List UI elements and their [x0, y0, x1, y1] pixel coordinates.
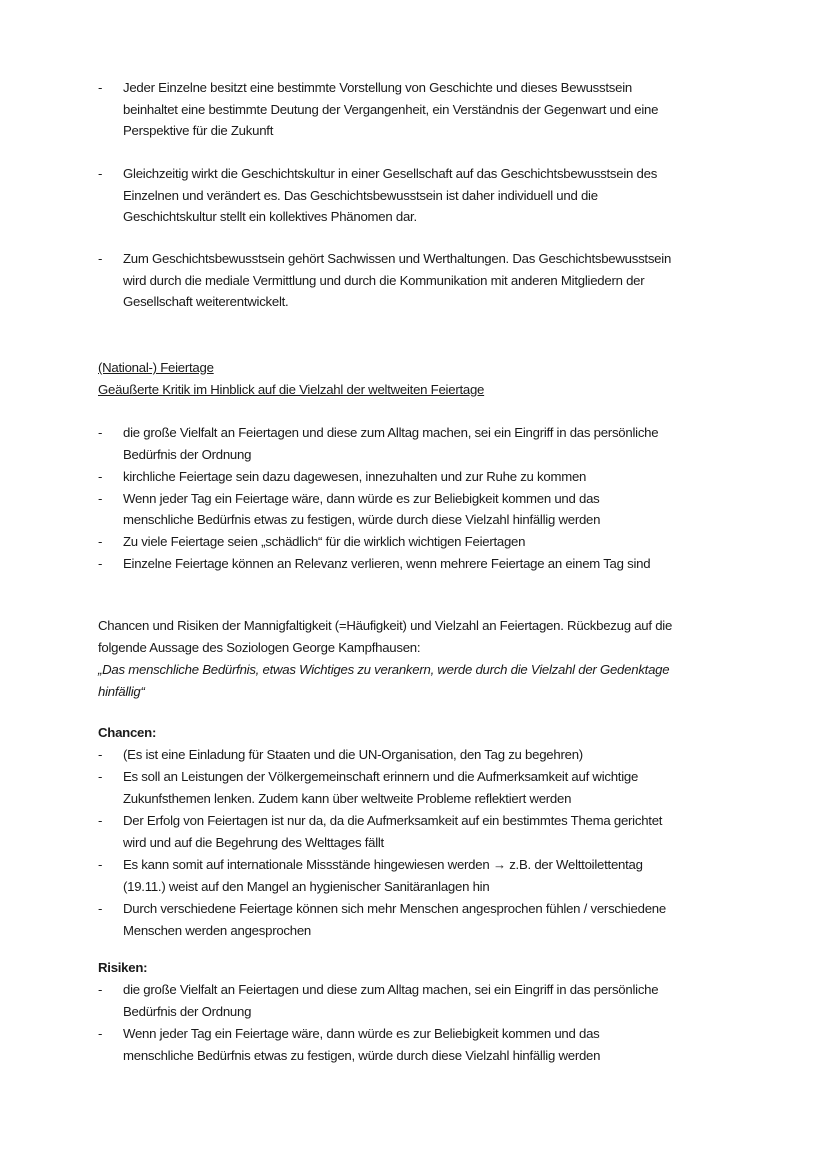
- text-line: menschliche Bedürfnis etwas zu festigen, würde durch diese Vielzahl hinfällig werden: [123, 1047, 601, 1063]
- text-line: Zum Geschichtsbewusstsein gehört Sachwissen und Werthaltungen. Das Geschichtsbewusstsein: [123, 251, 672, 266]
- text-line: Bedürfnis der Ordnung: [123, 446, 252, 462]
- bullet-dash: -: [98, 166, 103, 181]
- subheading: [98, 722, 798, 744]
- text-line: Gleichzeitig wirkt die Geschichtskultur in einer Gesellschaft auf das Geschichtsbewusstsein des: [123, 166, 658, 181]
- paragraph: [98, 615, 798, 658]
- bullet-dash: -: [98, 901, 103, 916]
- bullet-item: [98, 854, 798, 897]
- text-line: Es kann somit auf internationale Missstände hingewiesen werden → z.B. der Welttoilettentag: [123, 857, 643, 872]
- bullet-item: [98, 248, 798, 313]
- bullet-dash: -: [98, 769, 103, 784]
- text-line: wird und auf die Begehrung des Welttages fällt: [123, 834, 384, 850]
- bullet-item: [98, 553, 798, 575]
- bullet-item: [98, 488, 798, 531]
- bullet-dash: -: [98, 80, 103, 95]
- text-line: beinhaltet eine bestimmte Deutung der Vergangenheit, ein Verständnis der Gegenwart und eine: [123, 101, 659, 117]
- text-line: Perspektive für die Zukunft: [123, 123, 274, 138]
- bullet-dash: -: [98, 490, 103, 506]
- text-line: Jeder Einzelne besitzt eine bestimmte Vorstellung von Geschichte und dieses Bewusstsein: [123, 80, 632, 95]
- bullet-dash: -: [98, 1026, 103, 1041]
- text-line: Geäußerte Kritik im Hinblick auf die Vielzahl der weltweiten Feiertage: [98, 381, 485, 397]
- bullet-dash: -: [98, 534, 103, 549]
- text-line: wird durch die mediale Vermittlung und durch die Kommunikation mit anderen Mitgliedern der: [123, 272, 645, 288]
- text-line: Zukunfsthemen lenken. Zudem kann über weltweite Probleme reflektiert werden: [123, 790, 572, 806]
- section-heading: [98, 357, 798, 379]
- quote: [98, 659, 798, 702]
- document-page: [98, 0, 798, 1066]
- text-line: Gesellschaft weiterentwickelt.: [123, 294, 289, 309]
- bullet-item: [98, 422, 798, 465]
- bullet-dash: -: [98, 813, 103, 828]
- section-heading: [98, 379, 798, 401]
- text-line: Der Erfolg von Feiertagen ist nur da, da die Aufmerksamkeit auf ein bestimmtes Thema gerichtet: [123, 813, 663, 828]
- bullet-item: [98, 466, 798, 488]
- bullet-item: [98, 531, 798, 553]
- text-line: Chancen:: [98, 725, 157, 740]
- text-line: Wenn jeder Tag ein Feiertage wäre, dann würde es zur Beliebigkeit kommen und das: [123, 1026, 600, 1041]
- bullet-item: [98, 810, 798, 853]
- bullet-dash: -: [98, 251, 103, 266]
- text-line: hinfällig“: [98, 683, 145, 699]
- bullet-dash: -: [98, 857, 103, 872]
- bullet-item: [98, 898, 798, 941]
- bullet-dash: -: [98, 425, 103, 440]
- text-line: Einzelne Feiertage können an Relevanz verlieren, wenn mehrere Feiertage an einem Tag sind: [123, 555, 651, 571]
- text-line: Durch verschiedene Feiertage können sich mehr Menschen angesprochen fühlen / verschiedene: [123, 901, 666, 916]
- subheading: [98, 957, 798, 979]
- bullet-dash: -: [98, 747, 103, 762]
- bullet-item: [98, 766, 798, 809]
- text-line: Geschichtskultur stellt ein kollektives Phänomen dar.: [123, 209, 417, 224]
- text-line: kirchliche Feiertage sein dazu dagewesen, innezuhalten und zur Ruhe zu kommen: [123, 469, 587, 484]
- bullet-dash: -: [98, 555, 103, 571]
- text-line: menschliche Bedürfnis etwas zu festigen, würde durch diese Vielzahl hinfällig werden: [123, 512, 601, 527]
- text-line: Bedürfnis der Ordnung: [123, 1003, 252, 1019]
- bullet-dash: -: [98, 982, 103, 997]
- text-line: Risiken:: [98, 960, 148, 975]
- text-line: Es soll an Leistungen der Völkergemeinschaft erinnern und die Aufmerksamkeit auf wichtige: [123, 769, 639, 784]
- text-line: Einzelnen und verändert es. Das Geschichtsbewusstsein ist daher individuell und die: [123, 187, 598, 203]
- text-line: „Das menschliche Bedürfnis, etwas Wichtiges zu verankern, werde durch die Vielzahl der Gedenktage: [98, 662, 670, 677]
- text-line: Wenn jeder Tag ein Feiertage wäre, dann würde es zur Beliebigkeit kommen und das: [123, 490, 600, 506]
- text-line: (National-) Feiertage: [98, 360, 214, 375]
- bullet-dash: -: [98, 469, 103, 484]
- text-line: Zu viele Feiertage seien „schädlich“ für die wirklich wichtigen Feiertagen: [123, 534, 526, 549]
- text-line: Chancen und Risiken der Mannigfaltigkeit (=Häufigkeit) und Vielzahl an Feiertagen. Rückbezug auf die: [98, 618, 673, 633]
- bullet-item: [98, 744, 798, 766]
- text-line: (Es ist eine Einladung für Staaten und die UN-Organisation, den Tag zu begehren): [123, 747, 583, 762]
- text-line: die große Vielfalt an Feiertagen und diese zum Alltag machen, sei ein Eingriff in das persönliche: [123, 425, 659, 440]
- bullet-item: [98, 77, 798, 142]
- text-line: folgende Aussage des Soziologen George Kampfhausen:: [98, 639, 421, 655]
- text-line: Menschen werden angesprochen: [123, 922, 312, 938]
- bullet-item: [98, 1023, 798, 1066]
- text-line: die große Vielfalt an Feiertagen und diese zum Alltag machen, sei ein Eingriff in das persönliche: [123, 982, 659, 997]
- text-line: (19.11.) weist auf den Mangel an hygienischer Sanitäranlagen hin: [123, 878, 490, 894]
- bullet-item: [98, 979, 798, 1022]
- bullet-item: [98, 163, 798, 228]
